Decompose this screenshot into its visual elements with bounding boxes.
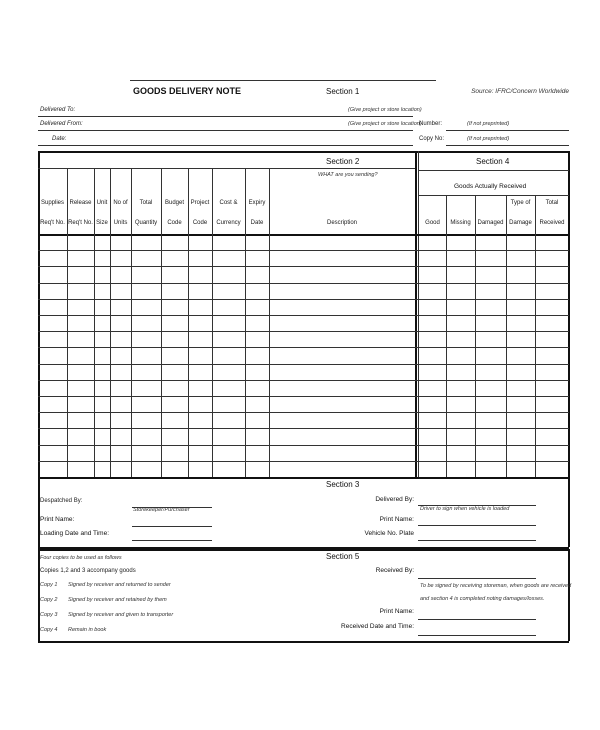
table-top-border xyxy=(38,151,569,153)
section5-title: Section 5 xyxy=(326,552,360,561)
table-row xyxy=(38,299,569,300)
number-line[interactable] xyxy=(446,130,569,131)
copy-label: Copy 3 xyxy=(40,612,58,618)
copy-label: Copy 1 xyxy=(40,582,58,588)
section2-col-rule xyxy=(269,168,270,477)
received-note-1: To be signed by receiving storeman, when goods are received xyxy=(420,583,572,589)
section2-col-rule xyxy=(245,168,246,477)
copy-label: Copy 2 xyxy=(40,597,58,603)
driver-hint: Driver to sign when vehicle is loaded xyxy=(420,506,510,512)
delivered-from-label: Delivered From: xyxy=(40,121,83,127)
section3-right-border xyxy=(568,477,570,547)
print-name-5-line[interactable] xyxy=(418,619,536,620)
section2-col-header-l2: Units xyxy=(113,220,128,226)
source-note: Source: IFRC/Concern Worldwide xyxy=(471,88,569,95)
section2-col-header-l1: Unit xyxy=(96,200,108,206)
section5-bottom-border xyxy=(38,641,569,643)
received-date-label: Received Date and Time: xyxy=(341,623,414,630)
section2-col-header-l1: Expiry xyxy=(248,200,266,206)
section2-col-rule xyxy=(67,168,68,477)
section4-col-rule xyxy=(446,195,447,477)
section2-title: Section 2 xyxy=(326,157,360,166)
print-name-right-label: Print Name: xyxy=(379,516,414,523)
section2-subtitle: WHAT are you sending? xyxy=(318,172,378,178)
number-hint: (If not preprinted) xyxy=(467,121,510,127)
section4-col-header-l2: Damage xyxy=(509,220,532,226)
section4-col-rule xyxy=(475,195,476,477)
section2-col-header-l1: Total xyxy=(139,200,153,206)
section4-col-header-l2: Damaged xyxy=(477,220,504,226)
section2-col-rule xyxy=(188,168,189,477)
copy-label: Copy 4 xyxy=(40,627,58,633)
table-row xyxy=(38,331,569,332)
section5-top-border xyxy=(38,549,569,551)
section4-col-header-l2: Good xyxy=(425,220,440,226)
table-row xyxy=(38,380,569,381)
section2-col-header-l2: Code xyxy=(167,220,182,226)
section1-title: Section 1 xyxy=(326,87,360,96)
section2-col-rule xyxy=(110,168,111,477)
table-row xyxy=(38,364,569,365)
section2-col-header-l2: Size xyxy=(96,220,108,226)
section4-col-header-l1: Type of xyxy=(510,200,531,206)
section5-right-border xyxy=(568,549,570,641)
header-bottom-rule xyxy=(38,234,569,236)
received-by-label: Received By: xyxy=(375,567,414,574)
section2-col-header-l1: Project xyxy=(190,200,210,206)
table-bottom-border xyxy=(38,477,569,479)
delivered-from-line[interactable] xyxy=(38,130,413,131)
table-row xyxy=(38,315,569,316)
delivered-by-label: Delivered By: xyxy=(375,496,414,503)
print-name-5-label: Print Name: xyxy=(379,608,414,615)
section2-col-header-l2: Quantity xyxy=(134,220,158,226)
copy-instruction: Signed by receiver and retained by them xyxy=(68,597,167,603)
copy-instruction: Signed by receiver and given to transporter xyxy=(68,612,174,618)
section4-col-rule xyxy=(506,195,507,477)
page-title: GOODS DELIVERY NOTE xyxy=(133,86,242,96)
section4-col-header-l2: Received xyxy=(539,220,565,226)
copy-no-line[interactable] xyxy=(446,145,569,146)
copy-instruction: Signed by receiver and returned to sender xyxy=(68,582,171,588)
received-by-line[interactable] xyxy=(418,578,536,579)
table-row xyxy=(38,396,569,397)
copies-intro: Four copies to be used as follows xyxy=(40,555,122,561)
section2-col-header-l1: Release xyxy=(69,200,92,206)
copy-instruction: Remain in book xyxy=(68,627,107,633)
number-label: Number: xyxy=(419,121,443,127)
section2-col-header-l2: Date xyxy=(250,220,264,226)
copies-accompany: Copies 1,2 and 3 accompany goods xyxy=(40,568,136,574)
section4-title: Section 4 xyxy=(476,157,510,166)
section2-col-rule xyxy=(161,168,162,477)
section2-col-rule xyxy=(212,168,213,477)
section4-subhead-rule xyxy=(419,170,569,171)
section4-col-rule xyxy=(535,195,536,477)
table-row xyxy=(38,283,569,284)
delivered-to-line[interactable] xyxy=(38,116,413,117)
section2-col-header-l1: Cost & xyxy=(219,200,238,206)
section2-col-header-l2: Req't No. xyxy=(40,220,65,226)
print-name-label: Print Name: xyxy=(40,516,75,523)
loading-date-label: Loading Date and Time: xyxy=(40,530,110,537)
copy-no-hint: (If not preprinted) xyxy=(467,136,510,142)
section4-head-rule xyxy=(419,195,569,196)
title-rule xyxy=(130,80,436,81)
date-label: Date: xyxy=(52,136,67,142)
received-note-2: and section 4 is completed noting damages/losses. xyxy=(420,596,545,602)
loading-date-line[interactable] xyxy=(132,540,212,541)
section2-col-header-l1: Supplies xyxy=(40,200,65,206)
date-line[interactable] xyxy=(38,145,413,146)
delivered-to-label: Delivered To: xyxy=(40,107,76,113)
table-row xyxy=(38,347,569,348)
table-row xyxy=(38,445,569,446)
table-row xyxy=(38,428,569,429)
table-row xyxy=(38,266,569,267)
print-name-right-line[interactable] xyxy=(418,525,536,526)
section4-col-header-l1: Total xyxy=(545,200,559,206)
section2-col-header-l1: Budget xyxy=(164,200,185,206)
table-row xyxy=(38,412,569,413)
received-date-line[interactable] xyxy=(418,635,536,636)
delivered-to-hint: (Give project or store location) xyxy=(348,107,422,113)
section2-col-header-l2: Code xyxy=(192,220,208,226)
section2-col-rule xyxy=(131,168,132,477)
section4-subtitle: Goods Actually Received xyxy=(454,183,527,190)
delivered-from-hint: (Give project or store location) xyxy=(348,121,422,127)
section2-col-header-l2: Currency xyxy=(216,220,241,226)
despatched-by-label: Despatched By: xyxy=(40,498,83,504)
section2-col-header-l2: Req't No. xyxy=(68,220,93,226)
table-row xyxy=(38,250,569,251)
section4-col-header-l2: Missing xyxy=(450,220,471,226)
vehicle-plate-label: Vehicle No. Plate xyxy=(364,530,414,537)
section2-col-rule xyxy=(94,168,95,477)
section3-title: Section 3 xyxy=(326,480,360,489)
vehicle-plate-line[interactable] xyxy=(418,540,536,541)
table-row xyxy=(38,461,569,462)
copy-no-label: Copy No: xyxy=(419,136,445,142)
storekeeper-hint: Storekeeper/Purchaser xyxy=(133,507,190,513)
section2-col-header-l1: No of xyxy=(113,200,128,206)
print-name-line[interactable] xyxy=(132,526,212,527)
section2-col-header-l2: Description xyxy=(326,220,358,226)
